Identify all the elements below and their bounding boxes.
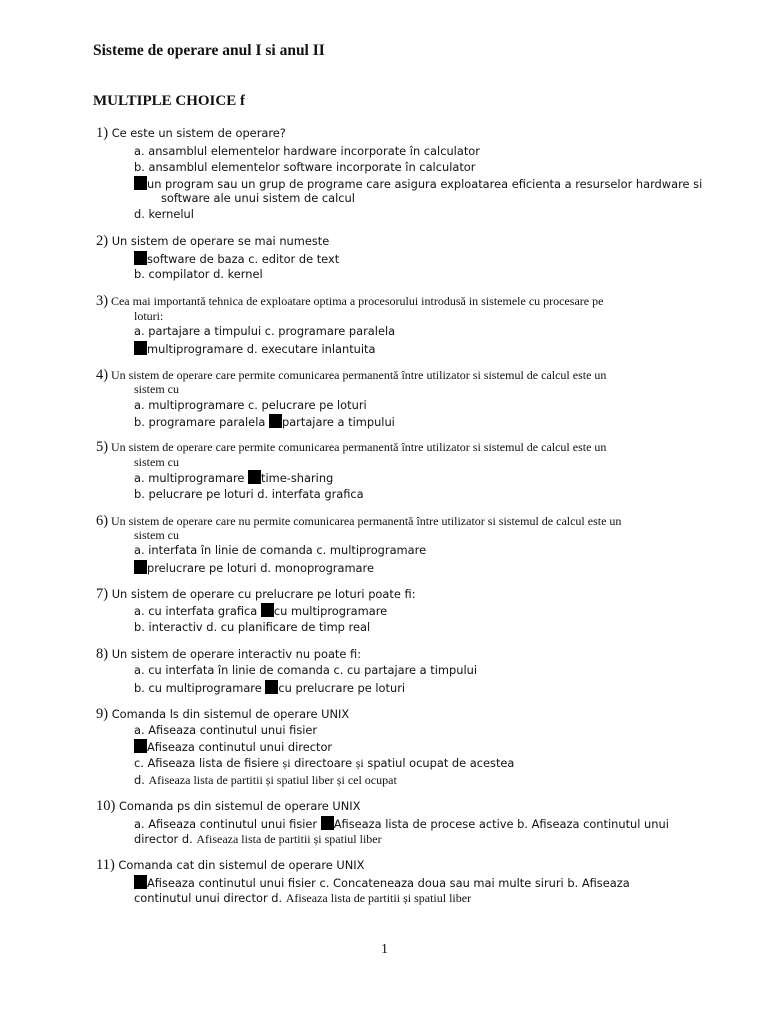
option-letter: d. bbox=[246, 342, 258, 356]
option-text: multiprogramare bbox=[148, 398, 245, 412]
option-text: multiprogramare bbox=[329, 543, 427, 557]
section-title: MULTIPLE CHOICE f bbox=[93, 93, 245, 109]
question-number: 2) bbox=[96, 233, 109, 249]
answer-marker bbox=[269, 414, 282, 428]
question-2 bbox=[96, 234, 329, 249]
option-text: Afiseaza lista de partitii bbox=[148, 773, 266, 787]
option-text: kernel bbox=[227, 267, 263, 281]
q2-options-line-1 bbox=[134, 251, 339, 267]
option-letter: b. bbox=[517, 817, 528, 831]
option-text-fragment: cel ocupat bbox=[344, 773, 397, 787]
option-text: Afiseaza lista de fisiere bbox=[147, 756, 283, 770]
page-number: 1 bbox=[381, 942, 388, 957]
option-text: Afiseaza continutul unui director bbox=[147, 740, 333, 754]
option-text: interfata grafica bbox=[271, 487, 364, 501]
option-text: cu partajare a timpului bbox=[347, 663, 478, 677]
option-text-fragment: spatiul liber bbox=[321, 832, 382, 846]
q1-option-d bbox=[134, 207, 194, 222]
option-letter: a. bbox=[134, 604, 145, 618]
q9-option-d bbox=[134, 773, 397, 788]
option-letter: c. bbox=[319, 876, 330, 890]
option-letter: a. bbox=[134, 144, 145, 158]
option-text: ansamblul elementelor hardware incorporate în calculator bbox=[148, 144, 480, 158]
option-text: cu interfata grafica bbox=[148, 604, 258, 618]
question-text: Ce este un sistem de operare? bbox=[111, 126, 286, 140]
answer-marker bbox=[261, 603, 274, 617]
question-4-continued: sistem cu bbox=[134, 382, 179, 396]
option-letter: c. bbox=[248, 398, 258, 412]
option-letter: a. bbox=[134, 471, 145, 485]
q3-options-line-1 bbox=[134, 324, 395, 339]
option-text: monoprogramare bbox=[274, 561, 374, 575]
q10-options-line-1 bbox=[134, 816, 669, 832]
question-1 bbox=[96, 126, 286, 141]
question-6-continued: sistem cu bbox=[134, 528, 179, 542]
option-letter: d. bbox=[257, 487, 269, 501]
q6-options-line-2 bbox=[134, 560, 374, 576]
question-text: Comanda ls din sistemul de operare UNIX bbox=[111, 707, 350, 721]
option-letter: b. bbox=[134, 620, 145, 634]
option-text: interactiv bbox=[148, 620, 203, 634]
option-text-fragment: și bbox=[265, 773, 274, 787]
option-text: multiprogramare bbox=[147, 342, 244, 356]
option-text: Afiseaza continutul unui bbox=[531, 817, 669, 831]
option-letter: b. bbox=[134, 267, 145, 281]
question-number: 6) bbox=[96, 513, 109, 529]
question-text: Comanda ps din sistemul de operare UNIX bbox=[118, 799, 361, 813]
option-letter: d. bbox=[134, 773, 145, 787]
option-letter: a. bbox=[134, 663, 145, 677]
option-letter: c. bbox=[316, 543, 327, 557]
q11-options-line-2 bbox=[134, 891, 471, 906]
q4-options-line-1 bbox=[134, 398, 367, 413]
option-text: cu multiprogramare bbox=[273, 604, 388, 618]
option-letter: d. bbox=[213, 267, 224, 281]
question-5-continued: sistem cu bbox=[134, 455, 179, 469]
q1-option-a bbox=[134, 144, 480, 159]
option-letter: a. bbox=[134, 723, 145, 737]
q2-options-line-2 bbox=[134, 267, 263, 282]
answer-marker bbox=[265, 680, 278, 694]
option-letter: d. bbox=[206, 620, 218, 634]
option-text-fragment: spatiul liber bbox=[273, 773, 337, 787]
question-number: 5) bbox=[96, 439, 109, 455]
q9-option-b bbox=[134, 739, 332, 755]
question-number: 11) bbox=[96, 857, 115, 873]
question-8 bbox=[96, 647, 361, 662]
q4-options-line-2 bbox=[134, 414, 395, 430]
question-number: 9) bbox=[96, 706, 109, 722]
option-text: cu prelucrare pe loturi bbox=[278, 681, 406, 695]
option-text: Afiseaza continutul unui fisier bbox=[147, 876, 316, 890]
option-text: software de baza bbox=[147, 252, 245, 266]
option-letter: a. bbox=[134, 398, 145, 412]
option-text: continutul unui director bbox=[134, 891, 268, 905]
option-text: interfata în linie de comanda bbox=[148, 543, 313, 557]
option-text: partajare a timpului bbox=[148, 324, 262, 338]
option-text: cu multiprogramare bbox=[148, 681, 262, 695]
option-text: Afiseaza bbox=[581, 876, 630, 890]
option-text: Concateneaza doua sau mai multe siruri bbox=[333, 876, 564, 890]
option-text: prelucrare pe loturi bbox=[147, 561, 257, 575]
option-letter: d. bbox=[181, 832, 193, 846]
question-text: Un sistem de operare care permite comunicarea permanentă între utilizator si sistemul de calcul este un bbox=[110, 368, 607, 382]
option-letter: c. bbox=[134, 756, 144, 770]
option-text: programare paralela bbox=[148, 415, 266, 429]
question-number: 8) bbox=[96, 646, 109, 662]
answer-marker bbox=[134, 739, 147, 753]
option-letter: d. bbox=[271, 891, 283, 905]
question-11 bbox=[96, 858, 364, 873]
question-3 bbox=[96, 294, 603, 310]
option-letter: a. bbox=[134, 543, 145, 557]
option-letter: d. bbox=[134, 207, 145, 221]
option-text: editor de text bbox=[261, 252, 340, 266]
option-letter: a. bbox=[134, 324, 145, 338]
question-5 bbox=[96, 440, 606, 456]
option-text: partajare a timpului bbox=[281, 415, 395, 429]
option-text-fragment: și bbox=[313, 832, 322, 846]
question-9 bbox=[96, 707, 349, 722]
question-3-continued: loturi: bbox=[134, 309, 164, 323]
q3-options-line-2 bbox=[134, 341, 376, 357]
option-letter: b. bbox=[134, 487, 145, 501]
question-number: 10) bbox=[96, 798, 116, 814]
option-text: director bbox=[134, 832, 179, 846]
option-letter: b. bbox=[134, 160, 145, 174]
option-letter: c. bbox=[248, 252, 259, 266]
answer-marker bbox=[134, 251, 147, 265]
option-text: Afiseaza continutul unui fisier bbox=[148, 817, 318, 831]
q9-option-a bbox=[134, 723, 317, 738]
question-text: Un sistem de operare cu prelucrare pe loturi poate fi: bbox=[111, 587, 416, 601]
q1-option-c bbox=[134, 176, 702, 192]
option-text: multiprogramare bbox=[148, 471, 245, 485]
option-text: executare inlantuita bbox=[261, 342, 376, 356]
question-text: Un sistem de operare se mai numeste bbox=[111, 234, 330, 248]
option-text-fragment: directoare bbox=[290, 756, 356, 770]
q7-options-line-2 bbox=[134, 620, 370, 635]
question-10 bbox=[96, 799, 360, 814]
question-number: 7) bbox=[96, 586, 109, 602]
q1-option-b bbox=[134, 160, 475, 175]
question-text: Comanda cat din sistemul de operare UNIX bbox=[118, 858, 365, 872]
option-letter: b. bbox=[134, 681, 145, 695]
question-7 bbox=[96, 587, 416, 602]
option-text: Afiseaza lista de partitii bbox=[196, 832, 314, 846]
option-text: programare paralela bbox=[278, 324, 396, 338]
question-text: Un sistem de operare interactiv nu poate fi: bbox=[111, 647, 362, 661]
option-text: Afiseaza lista de partitii bbox=[285, 891, 404, 905]
q5-options-line-1 bbox=[134, 470, 333, 486]
answer-marker bbox=[248, 470, 261, 484]
option-text: un program sau un grup de programe care asigura exploatarea eficienta a resurselor hardware si bbox=[147, 177, 703, 191]
q5-options-line-2 bbox=[134, 487, 364, 502]
option-letter: a. bbox=[134, 817, 145, 831]
answer-marker bbox=[134, 176, 147, 190]
option-text-fragment: spatiul ocupat de acestea bbox=[363, 756, 515, 770]
option-text: compilator bbox=[148, 267, 210, 281]
question-text: Cea mai importantă tehnica de exploatare optima a procesorului introdusă in sistemele cu procesare pe bbox=[110, 294, 604, 308]
option-text-fragment: și bbox=[403, 891, 412, 905]
q11-options-line-1 bbox=[134, 875, 630, 891]
answer-marker bbox=[134, 341, 147, 355]
question-text: Un sistem de operare care permite comunicarea permanentă între utilizator si sistemul de calcul este un bbox=[110, 440, 607, 454]
option-text: Afiseaza continutul unui fisier bbox=[148, 723, 318, 737]
option-letter: d. bbox=[260, 561, 272, 575]
question-number: 4) bbox=[96, 367, 109, 383]
q9-option-c bbox=[134, 756, 514, 771]
q7-options-line-1 bbox=[134, 603, 387, 619]
option-letter: b. bbox=[134, 415, 145, 429]
option-letter: c. bbox=[264, 324, 275, 338]
option-text-fragment: și bbox=[336, 773, 345, 787]
option-letter: b. bbox=[567, 876, 579, 890]
q10-options-line-2 bbox=[134, 832, 382, 847]
option-text: pelucrare pe loturi bbox=[261, 398, 367, 412]
q1-option-c-continued: software ale unui sistem de calcul bbox=[161, 191, 355, 205]
option-text: ansamblul elementelor software incorporate în calculator bbox=[148, 160, 476, 174]
option-text: time-sharing bbox=[261, 471, 334, 485]
option-text: pelucrare pe loturi bbox=[148, 487, 254, 501]
q8-options-line-2 bbox=[134, 680, 405, 696]
option-text-fragment: și bbox=[282, 756, 291, 770]
answer-marker bbox=[321, 816, 334, 830]
answer-marker bbox=[134, 875, 147, 889]
option-letter: c. bbox=[333, 663, 344, 677]
option-text: Afiseaza lista de procese active bbox=[333, 817, 514, 831]
option-text: cu interfata în linie de comanda bbox=[148, 663, 330, 677]
question-number: 3) bbox=[96, 293, 109, 309]
document-title: Sisteme de operare anul I si anul II bbox=[93, 42, 325, 59]
question-text: Un sistem de operare care nu permite comunicarea permanentă între utilizator si sistemul de calcul este un bbox=[110, 514, 622, 528]
option-text: kernelul bbox=[148, 207, 194, 221]
option-text-fragment: spatiul liber bbox=[411, 891, 472, 905]
answer-marker bbox=[134, 560, 147, 574]
q8-options-line-1 bbox=[134, 663, 477, 678]
question-number: 1) bbox=[96, 125, 109, 141]
option-text: cu planificare de timp real bbox=[220, 620, 371, 634]
option-text-fragment: și bbox=[355, 756, 364, 770]
q6-options-line-1 bbox=[134, 543, 426, 558]
